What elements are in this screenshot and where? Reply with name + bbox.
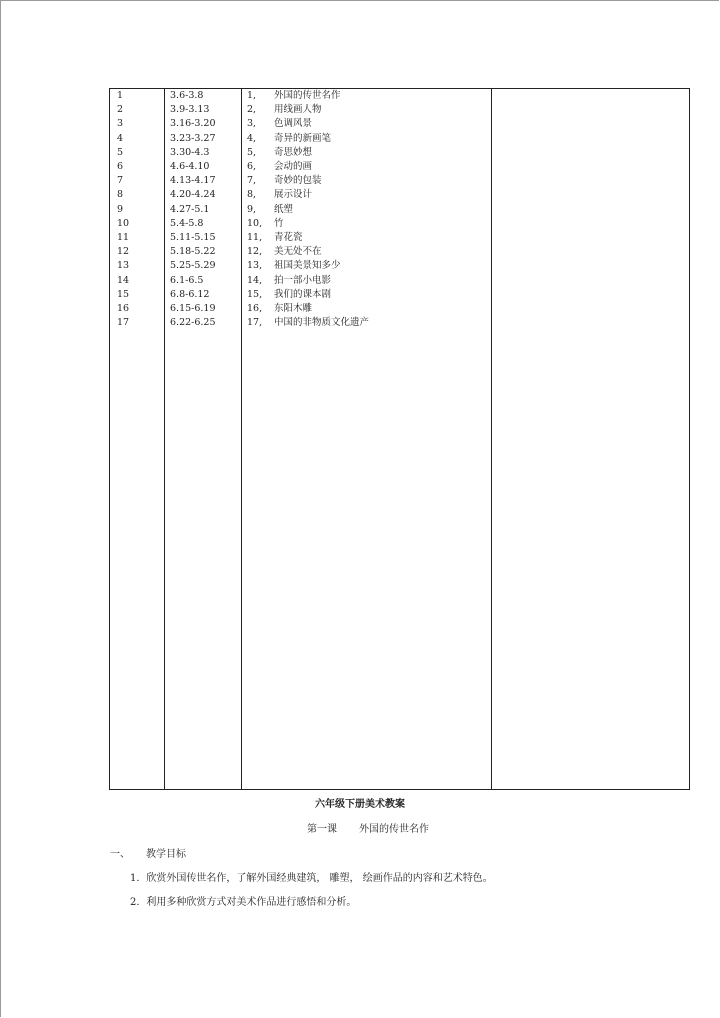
table-row (110, 117, 689, 131)
date-cell: 5.11-5.15 (170, 232, 216, 243)
section-number: 一、 (110, 849, 130, 860)
week-cell: 17 (117, 317, 130, 329)
week-cell: 11 (117, 232, 130, 243)
week-cell: 13 (117, 260, 130, 272)
week-cell: 5 (117, 146, 124, 158)
week-cell: 10 (117, 217, 130, 229)
table-row (110, 89, 689, 103)
week-cell: 7 (117, 175, 124, 187)
table-row (110, 103, 689, 117)
lesson-number-cell: 13, (247, 260, 263, 272)
date-cell: 6.15-6.19 (170, 303, 216, 314)
date-cell: 4.6-4.10 (170, 161, 210, 172)
date-cell: 4.20-4.24 (170, 189, 216, 201)
table-row (110, 174, 689, 188)
table-row (110, 146, 689, 160)
table-row (110, 274, 689, 288)
week-cell: 14 (117, 274, 130, 286)
date-cell: 3.9-3.13 (170, 104, 210, 116)
lesson-title-cell: 用线画人物 (274, 104, 322, 116)
date-cell: 6.8-6.12 (170, 288, 210, 300)
date-cell: 3.16-3.20 (170, 118, 216, 130)
lesson-title-cell: 展示设计 (274, 189, 313, 201)
lesson-number-cell: 1, (247, 90, 257, 101)
lesson-number-cell: 8, (247, 189, 257, 201)
lesson-number-cell: 16, (247, 303, 263, 314)
week-cell: 15 (117, 288, 130, 300)
lesson-title: 外国的传世名作 (359, 824, 429, 835)
table-row (110, 203, 689, 217)
lesson-title-cell: 青花瓷 (274, 232, 303, 243)
lesson-title-cell: 拍一部小电影 (274, 274, 332, 286)
lesson-title-cell: 外国的传世名作 (274, 90, 341, 101)
table-row (110, 160, 689, 174)
lesson-title-cell: 美无处不在 (274, 246, 322, 258)
date-cell: 5.25-5.29 (170, 260, 216, 272)
table-row (110, 316, 689, 330)
table-row (110, 132, 689, 146)
week-cell: 8 (117, 189, 124, 201)
date-cell: 3.23-3.27 (170, 132, 216, 144)
lesson-title-cell: 奇妙的包装 (274, 175, 322, 187)
teaching-goal: 2．利用多种欣赏方式对美术作品进行感悟和分析。 (130, 897, 357, 908)
table-row (110, 288, 689, 302)
lesson-number-cell: 9, (247, 203, 257, 215)
lesson-title-cell: 奇思妙想 (274, 146, 313, 158)
date-cell: 3.6-3.8 (170, 90, 204, 101)
table-row (110, 302, 689, 316)
section-heading (110, 848, 186, 862)
lesson-title-cell: 会动的画 (274, 161, 313, 172)
date-cell: 6.1-6.5 (170, 274, 204, 286)
lesson-title-cell: 奇异的新画笔 (274, 132, 332, 144)
date-cell: 5.18-5.22 (170, 246, 216, 258)
lesson-number-cell: 15, (247, 288, 263, 300)
table-row (110, 188, 689, 202)
lesson-number-cell: 11, (247, 232, 263, 243)
table-row (110, 217, 689, 231)
week-cell: 2 (117, 104, 124, 116)
lesson-number-cell: 17, (247, 317, 263, 329)
lesson-number-cell: 4, (247, 132, 257, 144)
section-title: 教学目标 (146, 849, 186, 860)
week-cell: 4 (117, 132, 124, 144)
lesson-heading (307, 823, 429, 837)
date-cell: 4.27-5.1 (170, 203, 210, 215)
schedule-table (109, 88, 690, 790)
table-row (110, 259, 689, 273)
date-cell: 4.13-4.17 (170, 175, 216, 187)
lesson-title-cell: 我们的课本剧 (274, 288, 332, 300)
lesson-number-cell: 10, (247, 217, 263, 229)
date-cell: 3.30-4.3 (170, 146, 210, 158)
lesson-title-cell: 中国的非物质文化遗产 (274, 317, 370, 329)
table-row (110, 245, 689, 259)
lesson-number-cell: 14, (247, 274, 263, 286)
week-cell: 3 (117, 118, 124, 130)
lesson-number-cell: 12, (247, 246, 263, 258)
lesson-number-cell: 5, (247, 146, 257, 158)
lesson-number-cell: 3, (247, 118, 257, 130)
lesson-title-cell: 东阳木雕 (274, 303, 313, 314)
week-cell: 16 (117, 303, 130, 314)
week-cell: 9 (117, 203, 124, 215)
lesson-number-cell: 6, (247, 161, 257, 172)
date-cell: 5.4-5.8 (170, 217, 204, 229)
teaching-goal: 1．欣赏外国传世名作，了解外国经典建筑， 雕塑， 绘画作品的内容和艺术特色。 (130, 873, 493, 884)
week-cell: 1 (117, 90, 124, 101)
lesson-title-cell: 祖国美景知多少 (274, 260, 341, 272)
lesson-number-cell: 7, (247, 175, 257, 187)
document-title: 六年级下册美术教案 (315, 799, 405, 810)
lesson-title-cell: 纸塑 (274, 203, 294, 215)
lesson-title-cell: 竹 (274, 217, 284, 229)
table-row (110, 231, 689, 245)
week-cell: 6 (117, 161, 124, 172)
lesson-number-cell: 2, (247, 104, 257, 116)
lesson-number: 第一课 (307, 824, 337, 835)
date-cell: 6.22-6.25 (170, 317, 216, 329)
lesson-title-cell: 色调风景 (274, 118, 313, 130)
week-cell: 12 (117, 246, 130, 258)
